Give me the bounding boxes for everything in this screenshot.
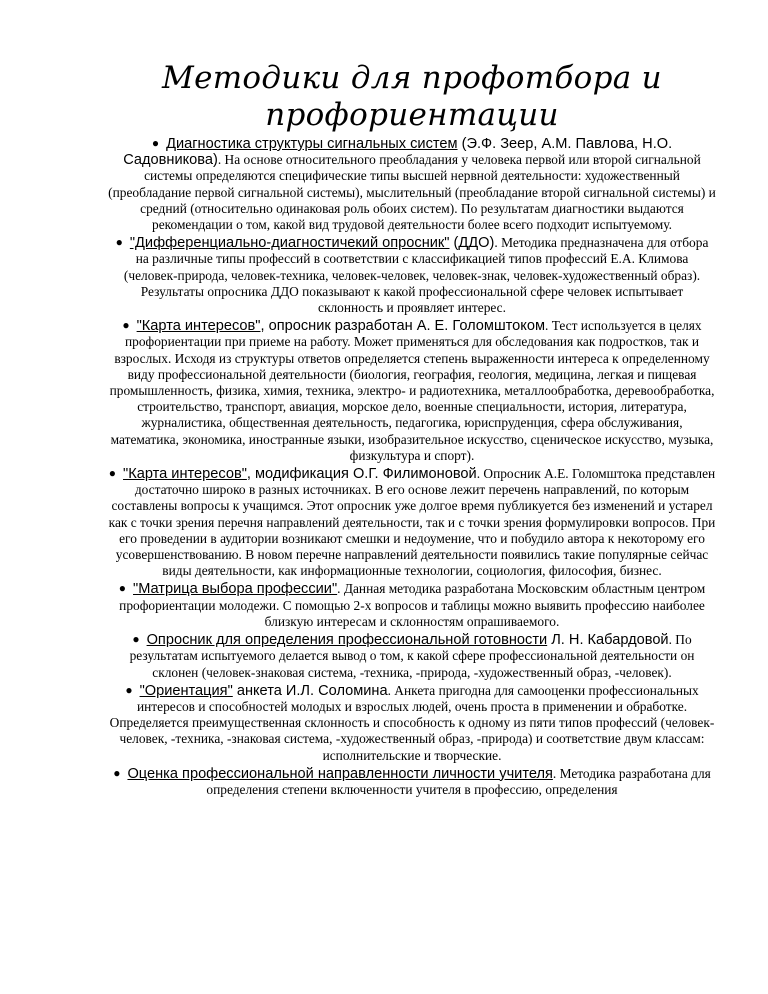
list-item (108, 318, 716, 464)
list-item (108, 235, 716, 316)
item-text: . Данная методика разработана Московским областным центром профориентации молодежи. С помощью 2-х вопросов и таблицы можно выявить профессию наиболее близкую интересам и склонностям опрашиваемого. (119, 581, 706, 629)
item-lead: (ДДО) (449, 235, 495, 252)
bullet-icon: ● (115, 235, 123, 250)
item-text: . По результатам испытуемого делается вывод о том, к какой сфере профессиональной деятельности он склонен (человек-знаковая система, -техника, -природа, -художественный образ, -человек). (129, 632, 695, 680)
item-text: . Методика разработана для определения степени включенности учителя в профессию, определения (206, 765, 711, 797)
item-link[interactable]: "Матрица выбора профессии" (133, 581, 338, 598)
item-text: . Опросник А.Е. Голомштока представлен достаточно широко в разных источниках. В его основе лежит перечень направлений, по которым составлены вопросы к учащимся. Этот опросник уже долгое время публикуется без изменений и устарел как с точки зрения перечня направлений деятельности, так и с точки зрения формулировки вопросов. При его проведении в аудитории возникают смешки и недоумение, что и побудило автора к некоторому его усовершенствованию. В новом перечне направлений деятельности появились такие популярные сейчас виды деятельности, как информационные технологии, социология, философия, бизнес. (108, 466, 716, 579)
list-item (108, 766, 716, 798)
item-lead: анкета И.Л. Соломина (232, 682, 388, 699)
item-link[interactable]: "Карта интересов" (136, 318, 261, 335)
bullet-icon: ● (151, 136, 160, 150)
list-item (108, 632, 716, 681)
list-item (108, 683, 716, 764)
item-link[interactable]: Диагностика структуры сигнальных систем (166, 136, 458, 152)
item-link[interactable]: Опросник для определения профессиональной готовности (146, 632, 548, 649)
bullet-icon: ● (118, 581, 127, 596)
bullet-icon: ● (108, 466, 117, 481)
bullet-icon: ● (113, 765, 121, 780)
item-link[interactable]: Оценка профессиональной направленности личности учителя (127, 765, 553, 782)
item-text: . Анкета пригодна для самооценки профессиональных интересов и способностей молодых и взрослых людей, очень проста в применении и обработке. Определяется преимущественная склонность и способность к одному из пяти типов профессий (человек-человек, -техника, -знаковая система, -художественный образ, -природа) и соответствие двум классам: исполнительские и творческие. (109, 682, 715, 763)
list-item (108, 581, 716, 630)
list-item (108, 136, 716, 233)
bullet-icon: ● (122, 318, 130, 333)
bullet-icon: ● (125, 682, 133, 697)
item-text: . Тест используется в целях профориентации при приеме на работу. Может применяться для обследования как подростков, так и взрослых. Исходя из структуры ответов определяется степень выраженности интереса к определенному виду профессиональной деятельности (биология, география, геология, медицина, легкая и пищевая промышленность, физика, химия, техника, электро- и радиотехника, металлообработка, деревообработка, строительство, транспорт, авиация, морское дело, военные специальности, история, литература, журналистика, общественная деятельность, педагогика, юриспруденция, сфера обслуживания, математика, экономика, иностранные языки, изобразительное искусство, сценическое искусство, музыка, физкультура и спорт). (109, 318, 715, 463)
list-item (108, 466, 716, 579)
item-text: . На основе относительного преобладания у человека первой или второй сигнальной системы определяются специфические типы высшей нервной деятельности: художественный (преобладание первой сигнальной системы), мыслительный (преобладание второй сигнальной системы) и средний (относительно одинаковая роль обоих систем). По результатам диагностики выдаются рекомендации о том, какой вид трудовой деятельности более всего подходит испытуемому. (108, 152, 716, 233)
item-lead: Л. Н. Кабардовой (547, 632, 669, 649)
item-lead: , модификация О.Г. Филимоновой (246, 466, 477, 483)
item-lead: (Э.Ф. Зеер, А.М. Павлова, Н.О. Садовникова) (123, 136, 673, 169)
page-title: Методики для профотбора и профориентации (162, 60, 662, 133)
item-text: . Методика предназначена для отбора на различные типы профессий в соответствии с классификацией типов профессий Е.А. Климова (человек-природа, человек-техника, человек-человек, человек-знак, человек-художественный образ). Результаты опросника ДДО показывают к какой профессиональной сфере человек испытывает склонность и проявляет интерес. (123, 235, 709, 316)
bullet-icon: ● (132, 632, 140, 647)
item-link[interactable]: "Карта интересов" (123, 466, 247, 483)
item-lead: , опросник разработан А. Е. Голомштоком (260, 318, 545, 335)
item-link[interactable]: "Дифференциально-диагностичекий опросник" (129, 235, 450, 252)
document-page (108, 60, 716, 800)
item-link[interactable]: "Ориентация" (139, 682, 233, 699)
